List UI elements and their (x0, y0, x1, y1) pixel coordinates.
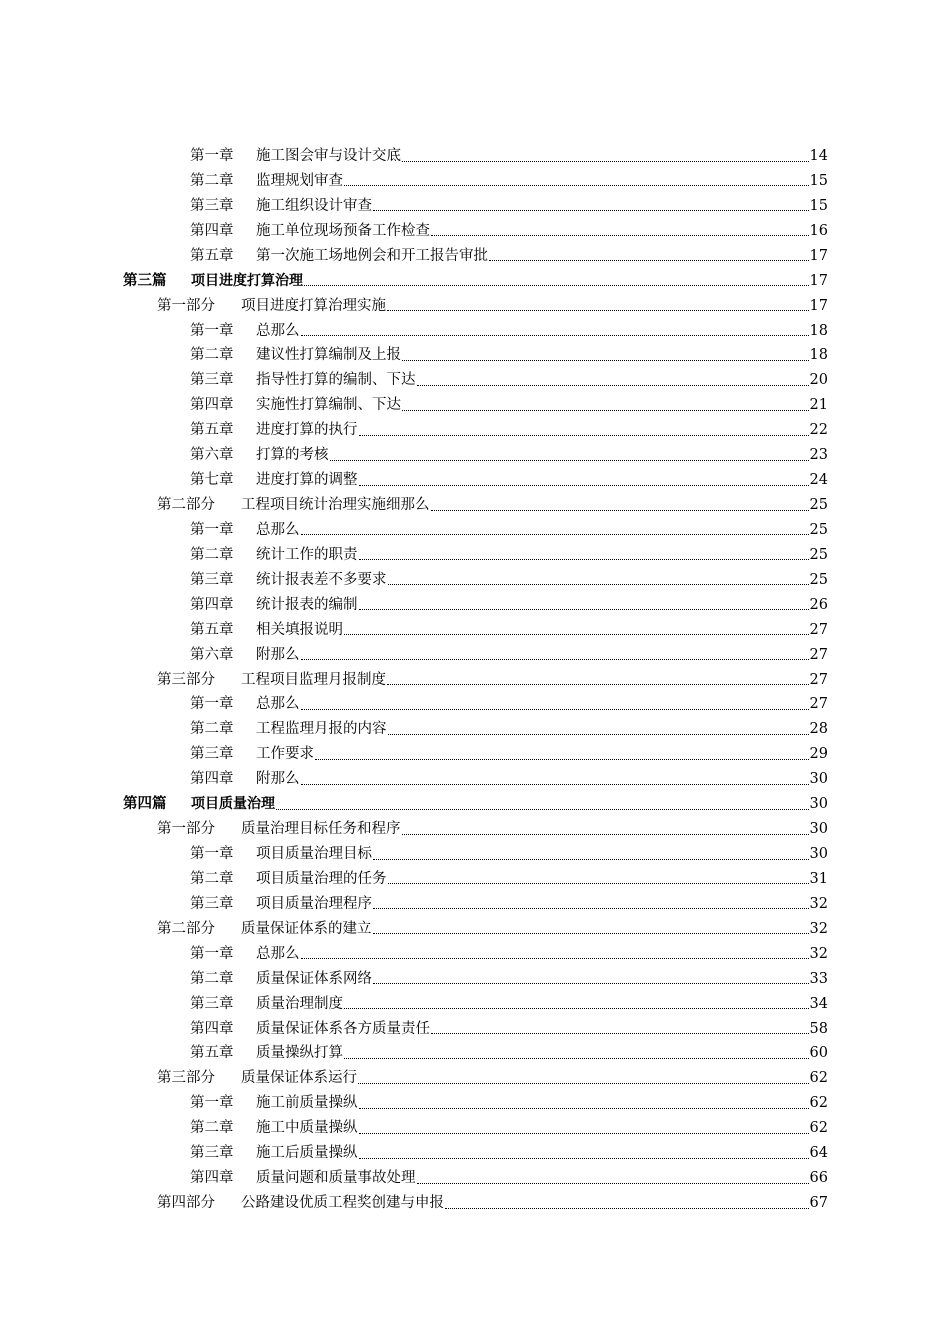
toc-entry-page-number: 25 (809, 497, 828, 514)
toc-entry[interactable] (157, 917, 828, 941)
toc-entry[interactable] (190, 1141, 828, 1165)
toc-entry[interactable] (190, 418, 828, 442)
toc-entry[interactable] (190, 867, 828, 891)
toc-entry[interactable] (190, 643, 828, 667)
dot-leader (373, 932, 809, 934)
toc-entry-page-number: 62 (809, 1095, 828, 1112)
toc-entry[interactable] (157, 817, 828, 841)
toc-entry-title: 附那么 (256, 646, 300, 663)
toc-entry-title: 工作要求 (256, 746, 314, 763)
toc-entry-number: 第二章 (190, 970, 234, 987)
toc-entry-page-number: 60 (809, 1045, 828, 1062)
toc-entry-number: 第三章 (190, 1145, 234, 1162)
toc-entry-page-number: 62 (809, 1120, 828, 1137)
toc-entry-number: 第五章 (190, 621, 234, 638)
toc-entry-title: 总那么 (256, 696, 300, 713)
toc-entry-title: 附那么 (256, 771, 300, 788)
toc-entry-title: 打算的考核 (256, 447, 329, 464)
toc-entry[interactable] (190, 368, 828, 392)
toc-entry[interactable] (190, 767, 828, 791)
dot-leader (373, 982, 809, 984)
toc-entry-page-number: 64 (809, 1145, 828, 1162)
toc-entry[interactable] (190, 892, 828, 916)
toc-entry-number: 第一部分 (157, 821, 215, 838)
toc-entry[interactable] (190, 169, 828, 193)
toc-entry[interactable] (190, 717, 828, 741)
toc-entry[interactable] (190, 992, 828, 1016)
toc-entry-title: 总那么 (256, 521, 300, 538)
dot-leader (417, 1182, 809, 1184)
toc-entry[interactable] (190, 1041, 828, 1065)
toc-entry-title: 施工图会审与设计交底 (256, 148, 401, 164)
toc-entry-number: 第四章 (190, 397, 234, 414)
toc-entry-page-number: 27 (809, 621, 828, 638)
toc-entry-title: 项目质量治理的任务 (256, 870, 387, 887)
dot-leader (489, 259, 809, 261)
toc-entry-number: 第七章 (190, 472, 234, 489)
toc-entry-page-number: 24 (809, 472, 828, 489)
toc-entry-page-number: 34 (809, 995, 828, 1012)
toc-entry-page-number: 18 (809, 347, 828, 364)
toc-entry-number: 第二部分 (157, 497, 215, 514)
toc-entry-number: 第六章 (190, 447, 234, 464)
toc-entry[interactable] (190, 1166, 828, 1190)
toc-entry[interactable] (190, 692, 828, 716)
toc-entry-title: 项目质量治理 (191, 796, 275, 813)
dot-leader (344, 1057, 809, 1059)
toc-entry[interactable] (190, 593, 828, 617)
toc-entry-title: 监理规划审查 (256, 172, 343, 189)
toc-entry[interactable] (157, 1191, 828, 1215)
toc-entry-title: 工程项目监理月报制度 (241, 671, 386, 688)
toc-entry-number: 第三部分 (157, 671, 215, 688)
toc-entry-page-number: 27 (809, 696, 828, 713)
dot-leader (301, 658, 809, 660)
toc-entry-number: 第三章 (190, 197, 234, 214)
toc-entry-number: 第三章 (190, 995, 234, 1012)
toc-entry-number: 第五章 (190, 247, 234, 264)
toc-entry-title: 施工中质量操纵 (256, 1120, 358, 1137)
toc-entry[interactable] (190, 144, 828, 168)
toc-entry-page-number: 29 (809, 746, 828, 763)
dot-leader (431, 234, 809, 236)
toc-entry[interactable] (190, 518, 828, 542)
toc-entry-title: 第一次施工场地例会和开工报告审批 (256, 247, 488, 264)
toc-entry-number: 第一章 (190, 846, 234, 863)
toc-entry-title: 统计工作的职责 (256, 546, 358, 563)
toc-entry-number: 第五章 (190, 422, 234, 439)
toc-entry-number: 第三章 (190, 571, 234, 588)
toc-entry-title: 工程项目统计治理实施细那么 (241, 497, 430, 514)
toc-entry-page-number: 15 (809, 172, 828, 189)
toc-entry-page-number: 62 (809, 1070, 828, 1087)
toc-entry-page-number: 26 (809, 596, 828, 613)
toc-entry-page-number: 25 (809, 521, 828, 538)
dot-leader (402, 833, 809, 835)
dot-leader (304, 284, 809, 286)
toc-entry-number: 第六章 (190, 646, 234, 663)
dot-leader (359, 558, 809, 560)
toc-entry-number: 第四章 (190, 1020, 234, 1037)
toc-entry[interactable] (123, 269, 828, 293)
toc-entry-number: 第二章 (190, 347, 234, 364)
dot-leader (431, 1032, 809, 1034)
toc-entry[interactable] (190, 343, 828, 367)
toc-entry-number: 第一部分 (157, 297, 215, 314)
toc-entry-number: 第三章 (190, 895, 234, 912)
dot-leader (417, 384, 809, 386)
toc-entry-page-number: 21 (809, 397, 828, 414)
toc-entry[interactable] (190, 618, 828, 642)
dot-leader (388, 583, 809, 585)
toc-entry[interactable] (190, 219, 828, 243)
toc-entry-title: 总那么 (256, 322, 300, 339)
toc-entry-title: 质量问题和质量事故处理 (256, 1170, 416, 1187)
toc-entry[interactable] (157, 1066, 828, 1090)
toc-entry-page-number: 20 (809, 372, 828, 389)
toc-entry-number: 第四章 (190, 771, 234, 788)
toc-entry-page-number: 25 (809, 546, 828, 563)
dot-leader (359, 608, 809, 610)
toc-entry[interactable] (157, 668, 828, 692)
toc-entry[interactable] (190, 742, 828, 766)
toc-entry-number: 第三章 (190, 746, 234, 763)
toc-entry-title: 质量治理目标任务和程序 (241, 821, 401, 838)
toc-entry[interactable] (190, 244, 828, 268)
toc-entry-number: 第四篇 (123, 795, 167, 813)
dot-leader (388, 882, 809, 884)
toc-entry-title: 项目质量治理目标 (256, 846, 372, 863)
toc-entry-number: 第二部分 (157, 920, 215, 937)
toc-entry-title: 项目进度打算治理实施 (241, 297, 386, 314)
toc-entry-title: 项目质量治理程序 (256, 895, 372, 912)
toc-entry-title: 统计报表的编制 (256, 596, 358, 613)
toc-entry[interactable] (190, 393, 828, 417)
dot-leader (301, 533, 809, 535)
toc-entry-number: 第三篇 (123, 271, 167, 289)
toc-entry-title: 总那么 (256, 945, 300, 962)
toc-entry-title: 质量保证体系各方质量责任 (256, 1020, 430, 1037)
toc-entry-page-number: 30 (809, 796, 828, 813)
toc-entry[interactable] (190, 842, 828, 866)
dot-leader (359, 1157, 809, 1159)
toc-entry-number: 第一章 (190, 945, 234, 962)
toc-entry-number: 第三部分 (157, 1070, 215, 1087)
dot-leader (359, 1107, 809, 1109)
toc-entry-page-number: 66 (809, 1170, 828, 1187)
dot-leader (358, 1082, 809, 1084)
toc-entry[interactable] (190, 1091, 828, 1115)
toc-entry-number: 第二章 (190, 172, 234, 189)
toc-entry-title: 工程监理月报的内容 (256, 721, 387, 738)
toc-entry-page-number: 23 (809, 447, 828, 464)
toc-entry-page-number: 28 (809, 721, 828, 738)
dot-leader (373, 858, 809, 860)
toc-entry-title: 实施性打算编制、下达 (256, 397, 401, 414)
toc-entry-number: 第一章 (190, 322, 234, 339)
toc-entry[interactable] (190, 319, 828, 343)
toc-entry[interactable] (190, 443, 828, 467)
toc-entry[interactable] (157, 294, 828, 318)
toc-entry-page-number: 25 (809, 571, 828, 588)
toc-entry-title: 施工组织设计审查 (256, 197, 372, 214)
dot-leader (344, 184, 809, 186)
toc-entry-number: 第一章 (190, 148, 234, 164)
toc-entry-number: 第二章 (190, 1120, 234, 1137)
toc-entry-title: 质量治理制度 (256, 995, 343, 1012)
toc-entry-title: 施工前质量操纵 (256, 1095, 358, 1112)
toc-entry-number: 第二章 (190, 721, 234, 738)
toc-entry-title: 施工后质量操纵 (256, 1145, 358, 1162)
dot-leader (388, 733, 809, 735)
toc-entry-title: 建议性打算编制及上报 (256, 347, 401, 364)
toc-entry[interactable] (190, 942, 828, 966)
toc-entry-title: 相关填报说明 (256, 621, 343, 638)
toc-entry-number: 第四章 (190, 1170, 234, 1187)
dot-leader (344, 633, 809, 635)
toc-entry-page-number: 15 (809, 197, 828, 214)
dot-leader (387, 309, 809, 311)
toc-entry[interactable] (190, 568, 828, 592)
dot-leader (301, 783, 809, 785)
toc-entry-title: 质量保证体系网络 (256, 970, 372, 987)
toc-entry-number: 第二章 (190, 546, 234, 563)
toc-entry[interactable] (190, 468, 828, 492)
dot-leader (373, 907, 809, 909)
toc-entry-page-number: 16 (809, 222, 828, 239)
dot-leader (387, 683, 809, 685)
toc-entry-page-number: 32 (809, 945, 828, 962)
toc-entry[interactable] (190, 1017, 828, 1041)
toc-entry-number: 第一章 (190, 1095, 234, 1112)
toc-entry-title: 进度打算的调整 (256, 472, 358, 489)
toc-entry-number: 第四章 (190, 222, 234, 239)
toc-entry-page-number: 14 (809, 148, 828, 164)
toc-entry-title: 指导性打算的编制、下达 (256, 372, 416, 389)
toc-entry-page-number: 18 (809, 322, 828, 339)
toc-entry-title: 进度打算的执行 (256, 422, 358, 439)
toc-entry-number: 第四部分 (157, 1195, 215, 1212)
toc-entry-number: 第五章 (190, 1045, 234, 1062)
toc-entry-page-number: 27 (809, 646, 828, 663)
toc-entry-page-number: 58 (809, 1020, 828, 1037)
toc-entry[interactable] (190, 1116, 828, 1140)
toc-entry-page-number: 17 (809, 272, 828, 289)
toc-entry[interactable] (123, 792, 828, 816)
dot-leader (359, 484, 809, 486)
dot-leader (330, 459, 809, 461)
toc-entry-title: 质量保证体系的建立 (241, 920, 372, 937)
toc-entry-title: 质量操纵打算 (256, 1045, 343, 1062)
toc-entry-page-number: 33 (809, 970, 828, 987)
toc-entry-title: 项目进度打算治理 (191, 272, 303, 289)
toc-entry-page-number: 32 (809, 920, 828, 937)
toc-entry-page-number: 27 (809, 671, 828, 688)
dot-leader (276, 808, 809, 810)
toc-entry[interactable] (190, 194, 828, 218)
toc-entry[interactable] (157, 493, 828, 517)
toc-entry-number: 第四章 (190, 596, 234, 613)
dot-leader (402, 160, 809, 162)
toc-entry-title: 质量保证体系运行 (241, 1070, 357, 1087)
dot-leader (359, 1132, 809, 1134)
dot-leader (359, 434, 809, 436)
dot-leader (344, 1007, 809, 1009)
toc-entry[interactable] (190, 967, 828, 991)
dot-leader (431, 509, 809, 511)
dot-leader (301, 334, 809, 336)
dot-leader (402, 409, 809, 411)
toc-entry-title: 公路建设优质工程奖创建与申报 (241, 1195, 444, 1212)
toc-entry-title: 施工单位现场预备工作检查 (256, 222, 430, 239)
dot-leader (402, 359, 809, 361)
toc-entry-page-number: 22 (809, 422, 828, 439)
dot-leader (301, 708, 809, 710)
toc-entry-page-number: 32 (809, 895, 828, 912)
toc-entry-page-number: 30 (809, 846, 828, 863)
dot-leader (373, 209, 809, 211)
toc-entry-number: 第二章 (190, 870, 234, 887)
toc-entry-page-number: 31 (809, 870, 828, 887)
toc-entry-number: 第一章 (190, 521, 234, 538)
dot-leader (445, 1207, 809, 1209)
toc-entry-number: 第一章 (190, 696, 234, 713)
toc-entry-page-number: 30 (809, 771, 828, 788)
toc-entry[interactable] (190, 543, 828, 567)
toc-entry-page-number: 30 (809, 821, 828, 838)
toc-entry-page-number: 17 (809, 247, 828, 264)
toc-entry-title: 统计报表差不多要求 (256, 571, 387, 588)
toc-entry-number: 第三章 (190, 372, 234, 389)
dot-leader (301, 957, 809, 959)
dot-leader (315, 758, 809, 760)
toc-entry-page-number: 67 (809, 1195, 828, 1212)
toc-entry-page-number: 17 (809, 297, 828, 314)
